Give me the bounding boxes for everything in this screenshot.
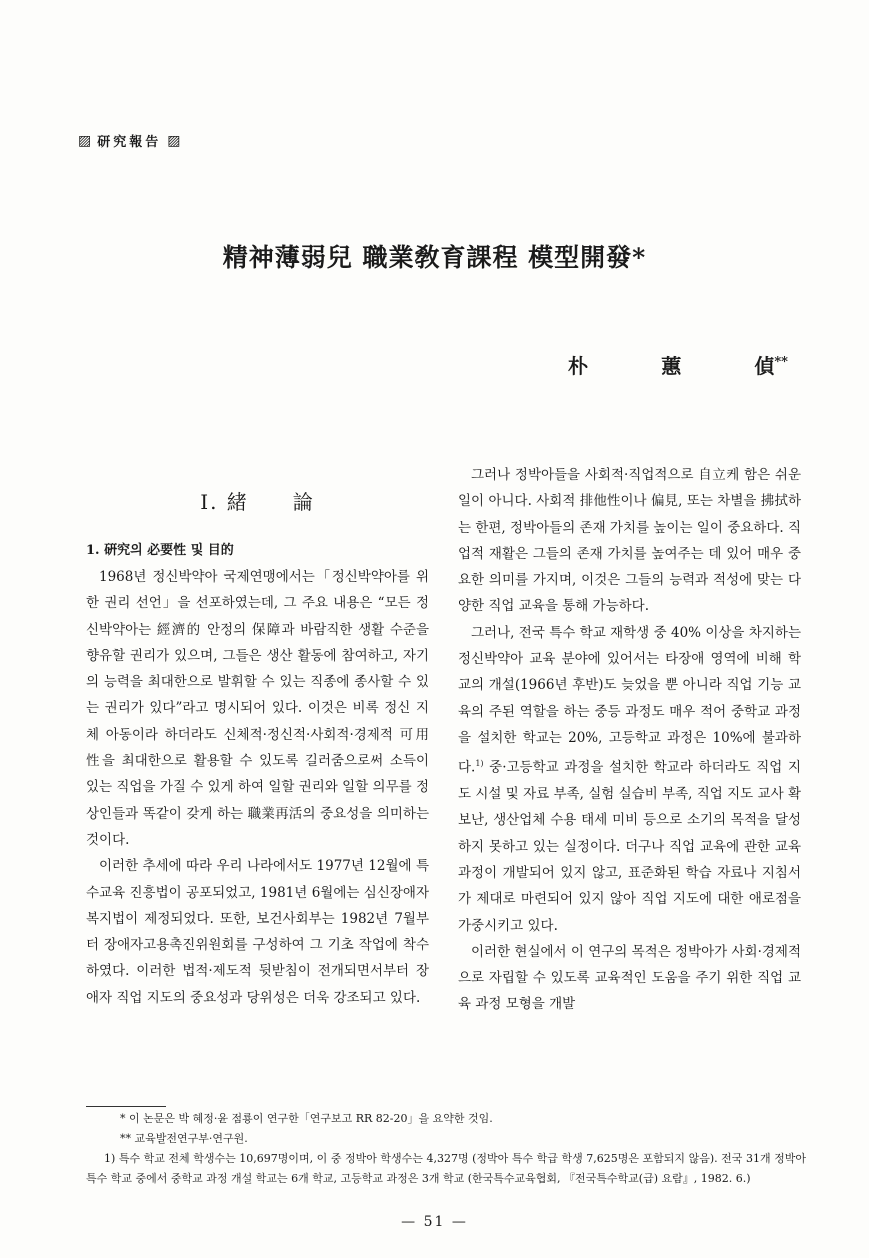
footnote-rule	[86, 1106, 166, 1107]
paper-title: 精神薄弱兒 職業敎育課程 模型開發*	[222, 243, 647, 272]
author-char-2: 蕙	[661, 354, 682, 378]
hatched-box-icon: ▨	[78, 132, 92, 149]
hatched-box-icon: ▨	[167, 132, 181, 149]
left-column	[86, 462, 429, 1011]
author-char-1: 朴	[568, 354, 588, 378]
paragraph: 이러한 추세에 따라 우리 나라에서도 1977년 12월에 특수교육 진흥법이 공포되었고, 1981년 6월에는 심신장애자 복지법이 제정되었다. 또한, 보건사회부는 1982년 7월부터 장애자고용촉진위원회를 구성하여 그 기초 작업에 착수하였다. 이러한 법적·제도적 뒷받침이 전개되면서부터 장애자 직업 지도의 중요성과 당위성은 더욱 강조되고 있다.	[86, 858, 429, 1006]
page-number: — 51 —	[401, 1214, 468, 1230]
footnote-star: * 이 논문은 박 혜정·윤 점룡이 연구한「연구보고 RR 82-20」을 요약한 것임.	[120, 1112, 493, 1125]
right-column	[458, 462, 801, 1018]
section-heading: I. 緒 論	[200, 490, 315, 514]
author-name	[568, 350, 788, 379]
subsection-heading: 1. 硏究의 必要性 및 目的	[86, 543, 234, 558]
footnote-double-star: ** 교육발전연구부·연구원.	[120, 1132, 248, 1145]
paragraph: 그러나 정박아들을 사회적·직업적으로 自立케 함은 쉬운 일이 아니다. 사회적 排他性이나 偏見, 또는 차별을 拂拭하는 한편, 정박아들의 존재 가치를 높이는 일이 중요하다. 직업적 재활은 그들의 존재 가치를 높여주는 데 있어 매우 중요한 의미를 가지며, 이것은 그들의 능력과 적성에 맞는 다양한 직업 교육을 통해 가능하다.	[458, 467, 801, 615]
footnotes	[86, 1106, 806, 1189]
author-char-3: 偵**	[754, 354, 788, 378]
footnote-ref: 1)	[475, 759, 484, 769]
paragraph: 1968년 정신박약아 국제연맹에서는「정신박약아를 위한 권리 선언」을 선포하였는데, 그 주요 내용은 “모든 정신박약아는 經濟的 안정의 保障과 바람직한 생활 수준을 향유할 권리가 있으며, 그들은 생산 활동에 참여하고, 자기의 능력을 최대한으로 발휘할 수 있는 직종에 종사할 수 있는 권리가 있다”라고 명시되어 있다. 이것은 비록 정신 지체 아동이라 하더라도 신체적·정신적·사회적·경제적 可用性을 최대한으로 활용할 수 있도록 길러줌으로써 소득이 있는 직업을 가질 수 있게 하여 일할 권리와 일할 의무를 정상인들과 똑같이 갖게 하는 職業再活의 중요성을 의미하는 것이다.	[86, 569, 429, 848]
paragraph: 그러나, 전국 특수 학교 재학생 중 40% 이상을 차지하는 정신박약아 교육 분야에 있어서는 타장애 영역에 비해 학교의 개설(1966년 후반)도 늦었을 뿐 아니라 직업 기능 교육의 주된 역할을 하는 중등 과정도 매우 적어 중학교 과정을 설치한 학교는 20%, 고등학교 과정은 10%에 불과하다.$^{1)}$ 중·고등학교 과정을 설치한 학교라 하더라도 직업 지도 시설 및 자료 부족, 실험 실습비 부족, 직업 지도 교사 확보난, 생산업체 수용 태세 미비 등으로 소기의 목적을 달성하지 못하고 있는 실정이다. 더구나 직업 교육에 관한 교육 과정이 개발되어 있지 않고, 표준화된 학습 자료나 지침서가 제대로 마련되어 있지 않아 직업 지도에 대한 애로점을 가중시키고 있다.	[458, 624, 801, 934]
author-footnote-mark: **	[774, 354, 788, 370]
paragraph: 이러한 현실에서 이 연구의 목적은 정박아가 사회·경제적으로 자립할 수 있도록 교육적인 도움을 주기 위한 직업 교육 과정 모형을 개발	[458, 943, 801, 1013]
section-tag	[78, 131, 180, 150]
footnote-1: 1) 특수 학교 전체 학생수는 10,697명이며, 이 중 정박아 학생수는 4,327명 (정박아 특수 학급 학생 7,625명은 포함되지 않음). 전국 31개 정박아 특수 학교 중에서 중학교 과정 개설 학교는 6개 학교, 고등학교 과정은 3개 학교 (한국특수교육협회, 『전국특수학교(급) 요람』, 1982. 6.)	[86, 1152, 806, 1185]
section-tag-label: 研究報告	[97, 135, 162, 150]
